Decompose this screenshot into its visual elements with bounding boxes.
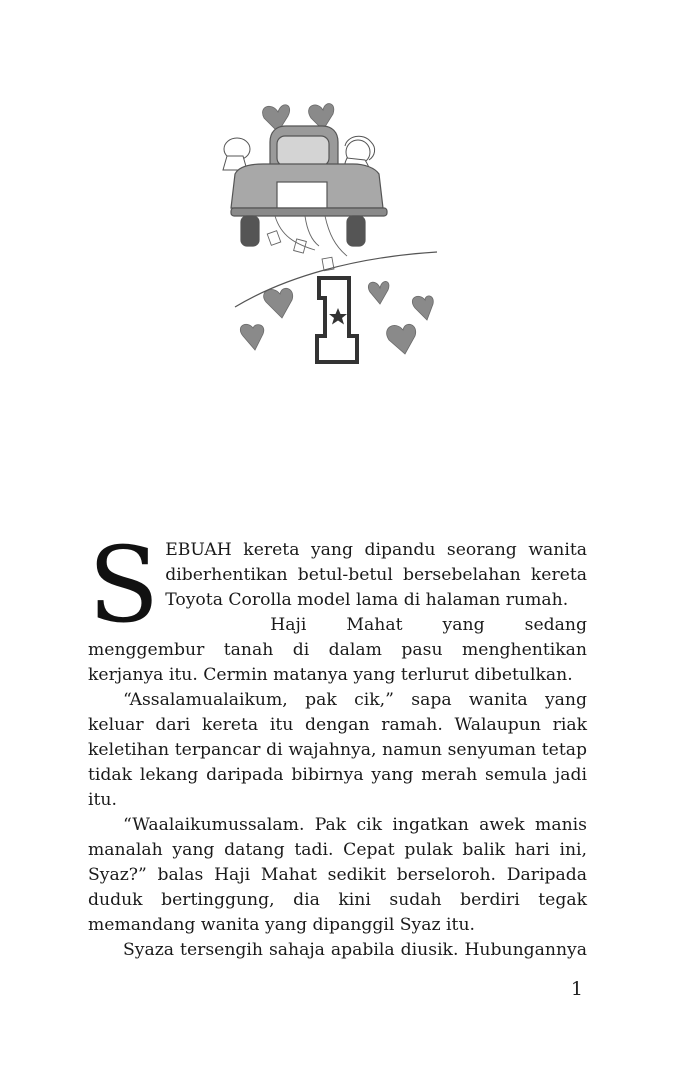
chapter-body bbox=[88, 524, 587, 963]
paragraph-4: “Waalaikumussalam. Pak cik ingatkan awek manis manalah yang datang tadi. Cepat pulak balik hari ini, Syaz?” balas Haji Mahat sedikit berseloroh. Daripada duduk bertinggung, dia kini sudah berdiri tegak memandang wanita yang dipanggil Syaz itu. bbox=[88, 815, 587, 935]
can bbox=[267, 231, 281, 246]
chapter-number-ornament bbox=[317, 278, 357, 362]
heart-icon bbox=[264, 288, 293, 318]
paragraph-3: “Assalamualaikum, pak cik,” sapa wanita yang keluar dari kereta itu dengan ramah. Walaupun riak keletihan terpancar di wajahnya, namun senyuman tetap tidak lekang daripada bibirnya yang merah semula jadi itu. bbox=[88, 690, 587, 810]
car-bumper bbox=[231, 208, 387, 216]
heart-icon bbox=[387, 324, 416, 354]
car-wheel-right bbox=[347, 216, 365, 246]
paragraph-1 bbox=[88, 524, 587, 646]
can-string bbox=[325, 216, 347, 256]
wedding-car-illustration bbox=[215, 82, 455, 372]
heart-icon bbox=[240, 324, 263, 350]
page-number: 1 bbox=[570, 978, 583, 1000]
heart-icon bbox=[412, 296, 433, 320]
paragraph-5: Syaza tersengih sahaja apabila diusik. Hubungannya bbox=[123, 940, 587, 960]
chapter-illustration bbox=[215, 82, 455, 372]
car-plate bbox=[277, 182, 327, 208]
paragraph-1-text: EBUAH kereta yang dipandu seorang wanita diberhentikan betul-betul bersebelahan kereta Toyota Corolla model lama di halaman rumah. bbox=[165, 540, 587, 610]
paragraph-2: Haji Mahat yang sedang menggembur tanah di dalam pasu menghentikan kerjanya itu. Cermin matanya yang terlurut dibetulkan. bbox=[88, 615, 587, 685]
car-rear-window bbox=[277, 136, 329, 166]
can-string bbox=[305, 216, 319, 246]
car-wheel-left bbox=[241, 216, 259, 246]
dropcap-letter: S bbox=[88, 524, 160, 646]
heart-icon bbox=[368, 281, 389, 304]
